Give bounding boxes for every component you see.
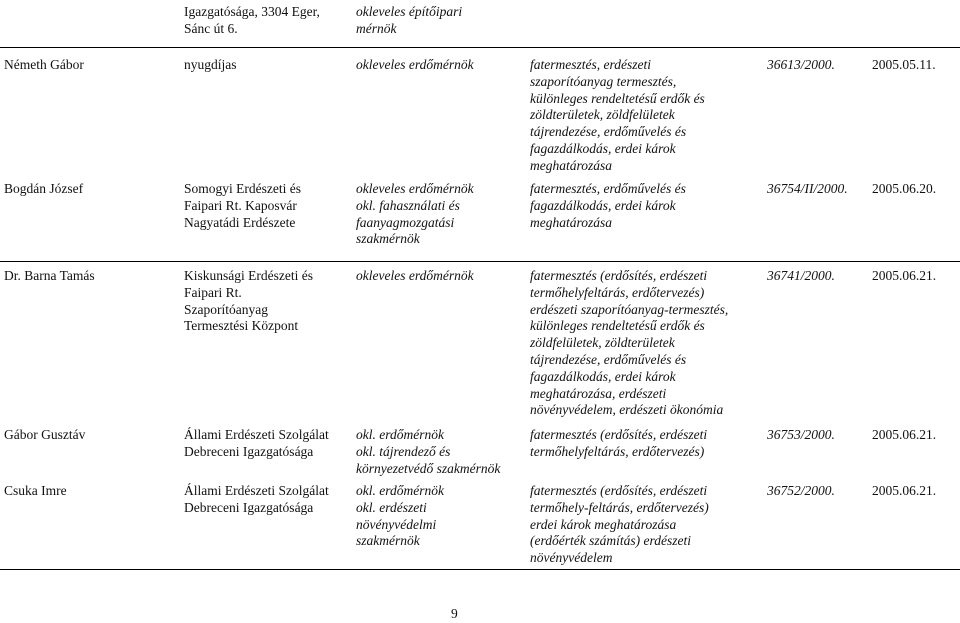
cell-qualification: szakmérnök [356, 231, 420, 247]
cell-name: Bogdán József [4, 181, 84, 196]
cell-employer: nyugdíjas [184, 57, 237, 72]
cell-field: fagazdálkodás, erdei károk [530, 197, 676, 213]
cell-field: erdei károk meghatározása [530, 516, 677, 532]
cell-field: fatermesztés (erdősítés, erdészeti [530, 483, 708, 498]
cell-qualification: mérnök [356, 20, 397, 36]
cell-field: zöldfelületek, zöldterületek [530, 335, 675, 351]
cell-qualification: okleveles erdőmérnök [356, 181, 474, 196]
cell-field: növényvédelem [530, 550, 613, 566]
cell-field: fatermesztés, erdészeti [530, 57, 651, 72]
cell-field: különleges rendeltetésű erdők és [530, 318, 705, 334]
cell-field: (erdőérték számítás) erdészeti [530, 533, 691, 549]
cell-employer: Debreceni Igazgatósága [184, 499, 314, 515]
cell-name: Csuka Imre [4, 483, 67, 498]
cell-qualification: szakmérnök [356, 533, 420, 549]
cell-date: 2005.06.21. [872, 268, 937, 283]
cell-name: Dr. Barna Tamás [4, 268, 95, 283]
cell-field: fatermesztés, erdőművelés és [530, 181, 686, 196]
cell-field: különleges rendeltetésű erdők és [530, 90, 705, 106]
cell-employer: Faipari Rt. Kaposvár [184, 197, 297, 213]
cell-employer: Állami Erdészeti Szolgálat [184, 483, 329, 498]
cell-employer: Somogyi Erdészeti és [184, 181, 301, 196]
cell-reg-no: 36752/2000. [767, 483, 835, 498]
cell-field: fagazdálkodás, erdei károk [530, 141, 676, 156]
cell-field: meghatározása [530, 157, 613, 173]
cell-reg-no: 36741/2000. [767, 268, 835, 283]
cell-date: 2005.05.11. [872, 57, 936, 72]
cell-employer: Nagyatádi Erdészete [184, 214, 296, 230]
cell-qualification: okleveles építőipari [356, 4, 463, 19]
cell-employer: Állami Erdészeti Szolgálat [184, 427, 329, 442]
cell-qualification: faanyagmozgatási [356, 214, 455, 230]
table-rule-2 [0, 569, 960, 570]
cell-employer: Szaporítóanyag [184, 301, 268, 317]
cell-date: 2005.06.20. [872, 181, 937, 196]
cell-qualification: okl. fahasználati és [356, 197, 460, 213]
cell-field: növényvédelem, erdészeti ökonómia [530, 402, 724, 418]
cell-field: termőhelyfeltárás, erdőtervezés) [530, 284, 705, 300]
cell-employer: Sánc út 6. [184, 20, 238, 36]
cell-qualification: okl. erdőmérnök [356, 483, 444, 498]
cell-employer: Igazgatósága, 3304 Eger, [184, 4, 320, 19]
cell-employer: Termesztési Központ [184, 318, 299, 334]
cell-field: szaporítóanyag termesztés, [530, 73, 677, 89]
cell-field: tájrendezése, erdőművelés és [530, 124, 687, 140]
cell-qualification: okl. erdőmérnök [356, 427, 444, 442]
cell-name: Németh Gábor [4, 57, 84, 72]
cell-field: zöldterületek, zöldfelületek [530, 107, 675, 123]
cell-qualification: okl. tájrendező és [356, 443, 451, 459]
cell-field: meghatározása [530, 214, 613, 230]
cell-reg-no: 36754/II/2000. [767, 181, 848, 196]
cell-employer: Kiskunsági Erdészeti és [184, 268, 313, 283]
cell-qualification: okleveles erdőmérnök [356, 268, 474, 283]
cell-field: meghatározása, erdészeti [530, 385, 667, 401]
page-number: 9 [451, 606, 458, 621]
cell-reg-no: 36753/2000. [767, 427, 835, 442]
cell-field: fagazdálkodás, erdei károk [530, 368, 676, 384]
cell-qualification: okl. erdészeti [356, 499, 427, 515]
cell-date: 2005.06.21. [872, 427, 937, 442]
cell-field: fatermesztés (erdősítés, erdészeti [530, 268, 708, 283]
cell-date: 2005.06.21. [872, 483, 937, 498]
table-rule-0 [0, 47, 960, 48]
cell-employer: Debreceni Igazgatósága [184, 443, 314, 459]
cell-qualification: növényvédelmi [356, 516, 437, 532]
cell-name: Gábor Gusztáv [4, 427, 86, 442]
cell-reg-no: 36613/2000. [767, 57, 835, 72]
cell-field: termőhely-feltárás, erdőtervezés) [530, 499, 709, 515]
cell-qualification: környezetvédő szakmérnök [356, 460, 501, 476]
cell-field: fatermesztés (erdősítés, erdészeti [530, 427, 708, 442]
cell-qualification: okleveles erdőmérnök [356, 57, 474, 72]
table-rule-1 [0, 261, 960, 262]
cell-field: tájrendezése, erdőművelés és [530, 352, 687, 367]
cell-employer: Faipari Rt. [184, 284, 242, 300]
cell-field: erdészeti szaporítóanyag-termesztés, [530, 301, 729, 317]
cell-field: termőhelyfeltárás, erdőtervezés) [530, 443, 705, 459]
